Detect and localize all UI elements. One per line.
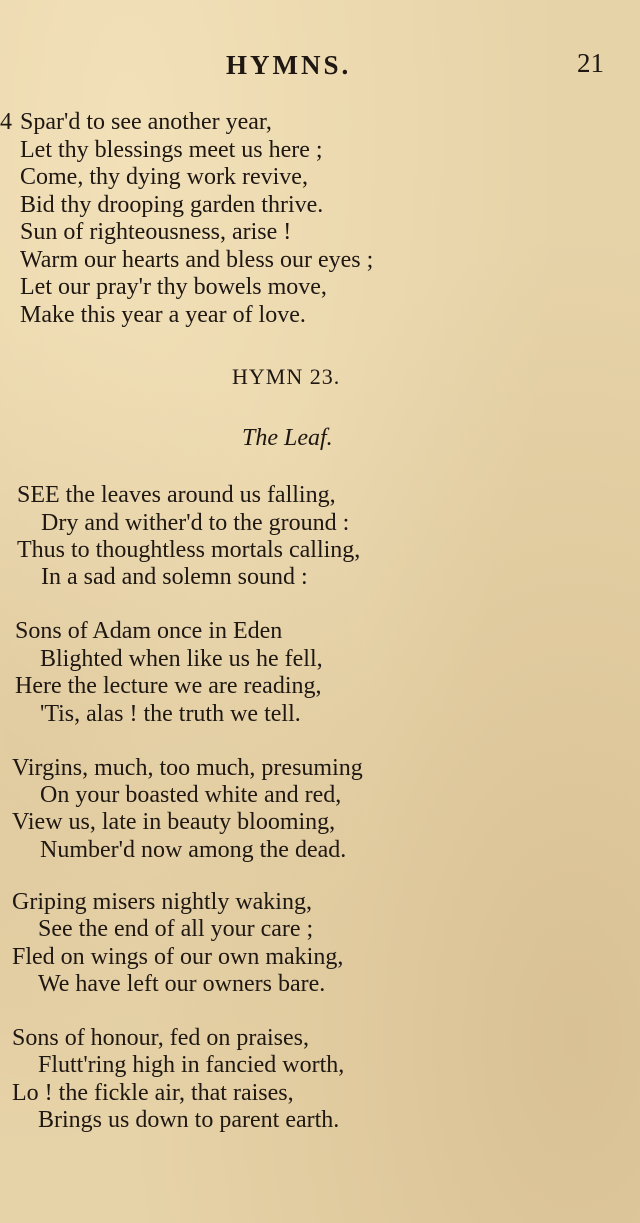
verse-line: Warm our hearts and bless our eyes ; <box>20 247 374 273</box>
verse-line: Let our pray'r thy bowels move, <box>20 274 327 300</box>
verse-line: We have left our owners bare. <box>38 971 326 997</box>
verse-line: Griping misers nightly waking, <box>12 889 312 915</box>
verse-line: Here the lecture we are reading, <box>15 673 322 699</box>
verse-line: Blighted when like us he fell, <box>40 646 323 672</box>
verse-line: Lo ! the fickle air, that raises, <box>12 1080 294 1106</box>
verse-line: Spar'd to see another year, <box>20 109 272 135</box>
stanza-number: 4 <box>0 109 12 135</box>
verse-line: In a sad and solemn sound : <box>41 564 308 590</box>
verse-line: Thus to thoughtless mortals calling, <box>17 537 361 563</box>
page-title: HYMNS. <box>226 50 352 80</box>
verse-line: On your boasted white and red, <box>40 782 342 808</box>
verse-line: Bid thy drooping garden thrive. <box>20 192 324 218</box>
verse-line: Virgins, much, too much, presuming <box>12 755 363 781</box>
verse-line: Fled on wings of our own making, <box>12 944 344 970</box>
verse-line: SEE the leaves around us falling, <box>17 482 336 508</box>
running-head <box>0 46 640 86</box>
verse-line: View us, late in beauty blooming, <box>12 809 336 835</box>
verse-line: Let thy blessings meet us here ; <box>20 137 323 163</box>
verse-line: Dry and wither'd to the ground : <box>41 510 350 536</box>
hymn-subtitle: The Leaf. <box>242 425 333 451</box>
verse-line: 'Tis, alas ! the truth we tell. <box>40 701 301 727</box>
verse-line: Make this year a year of love. <box>20 302 306 328</box>
verse-line: Sun of righteousness, arise ! <box>20 219 292 245</box>
page-number: 21 <box>577 48 604 78</box>
verse-line: Come, thy dying work revive, <box>20 164 308 190</box>
verse-line: See the end of all your care ; <box>38 916 314 942</box>
verse-line: Sons of honour, fed on praises, <box>12 1025 309 1051</box>
verse-line: Flutt'ring high in fancied worth, <box>38 1052 345 1078</box>
verse-line: Number'd now among the dead. <box>40 837 347 863</box>
verse-line: Brings us down to parent earth. <box>38 1107 340 1133</box>
verse-line: Sons of Adam once in Eden <box>15 618 283 644</box>
hymn-heading: HYMN 23. <box>232 364 341 389</box>
